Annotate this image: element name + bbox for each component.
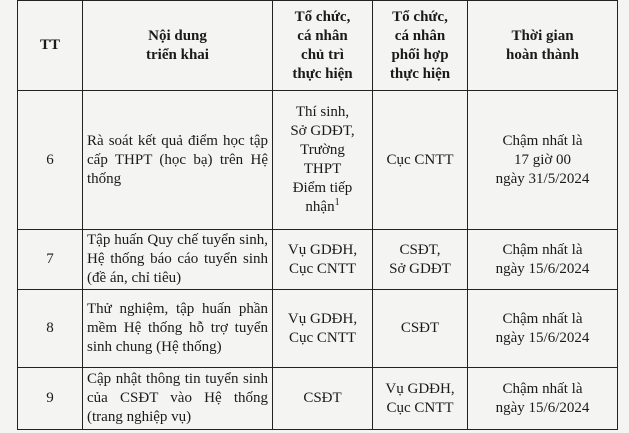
- header-content-line: triển khai: [146, 46, 209, 63]
- row-content: Cập nhật thông tin tuyển sinh của CSĐT vào Hệ thống (trang nghiệp vụ): [83, 368, 273, 430]
- row-lead: [273, 368, 373, 430]
- table-row: [18, 230, 618, 290]
- row-time: [468, 368, 618, 430]
- row-time-line: ngày 15/6/2024: [495, 329, 590, 346]
- row-time-line: ngày 31/5/2024: [495, 170, 590, 187]
- header-content-line: Nội dung: [148, 27, 207, 44]
- header-coop-line: cá nhân: [394, 27, 446, 44]
- row-coop-line: CSĐT: [400, 320, 440, 336]
- row-time-line: 17 giờ 00: [513, 151, 572, 168]
- header-tt: TT: [18, 1, 83, 91]
- footnote-marker: 1: [334, 197, 340, 208]
- row-lead-line: Cục CNTT: [288, 329, 357, 346]
- row-coop-line: Vụ GDĐH,: [385, 380, 455, 397]
- row-lead-line: Điểm tiếp: [292, 180, 353, 196]
- row-content: Tập huấn Quy chế tuyển sinh, Hệ thống báo cáo tuyển sinh (đề án, chỉ tiêu): [83, 230, 273, 290]
- row-lead-line: CSĐT: [303, 390, 342, 406]
- row-lead-line: Trường: [300, 142, 345, 158]
- row-lead: [273, 91, 373, 230]
- row-time-line: Chậm nhất là: [502, 241, 583, 258]
- header-coop-line: thực hiện: [389, 65, 451, 82]
- row-time: [468, 290, 618, 368]
- row-coop: [373, 290, 468, 368]
- row-time-line: ngày 15/6/2024: [495, 260, 590, 277]
- table-row: [18, 91, 618, 230]
- header-coop-line: Tổ chức,: [392, 8, 448, 25]
- row-lead-line: Vụ GDĐH,: [287, 241, 358, 258]
- row-number: 6: [18, 91, 83, 230]
- header-time-line: hoàn thành: [506, 46, 579, 63]
- header-coop-line: phối hợp: [391, 46, 449, 63]
- row-content: Thử nghiệm, tập huấn phần mềm Hệ thống hỗ trợ tuyển sinh chung (Hệ thống): [83, 290, 273, 368]
- row-lead: [273, 290, 373, 368]
- row-lead-line: Cục CNTT: [288, 260, 357, 277]
- header-time-line: Thời gian: [511, 27, 574, 44]
- row-time-line: Chậm nhất là: [502, 132, 583, 149]
- row-lead-line: Thí sinh,: [295, 104, 350, 120]
- table-row: [18, 368, 618, 430]
- row-number: 7: [18, 230, 83, 290]
- row-coop-line: Cục CNTT: [386, 151, 454, 168]
- header-content: [83, 1, 273, 91]
- row-time: [468, 91, 618, 230]
- row-coop: [373, 91, 468, 230]
- header-row: [18, 1, 618, 91]
- header-lead-line: Tổ chức,: [294, 8, 351, 25]
- row-lead-line: Sở GDĐT,: [290, 123, 355, 139]
- header-lead: [273, 1, 373, 91]
- row-lead: [273, 230, 373, 290]
- row-number: 9: [18, 368, 83, 430]
- row-time-line: Chậm nhất là: [502, 310, 583, 327]
- header-time: [468, 1, 618, 91]
- plan-table: [17, 0, 618, 430]
- row-number: 8: [18, 290, 83, 368]
- header-lead-line: cá nhân: [297, 27, 348, 44]
- row-coop: [373, 368, 468, 430]
- row-time-line: Chậm nhất là: [502, 380, 583, 397]
- table-row: [18, 290, 618, 368]
- header-lead-line: thực hiện: [292, 65, 353, 82]
- row-time-line: ngày 15/6/2024: [495, 399, 590, 416]
- header-coop: [373, 1, 468, 91]
- row-coop-line: Sở GDĐT: [389, 260, 451, 277]
- row-content: Rà soát kết quả điểm học tập cấp THPT (học bạ) trên Hệ thống: [83, 91, 273, 230]
- row-coop: [373, 230, 468, 290]
- row-coop-line: CSĐT,: [399, 241, 441, 258]
- row-lead-line: [277, 198, 368, 217]
- row-time: [468, 230, 618, 290]
- row-lead-text: nhận: [305, 199, 335, 215]
- header-lead-line: chủ trì: [301, 46, 344, 63]
- row-lead-line: THPT: [303, 161, 342, 177]
- row-lead-line: Vụ GDĐH,: [287, 310, 358, 327]
- row-coop-line: Cục CNTT: [386, 399, 454, 416]
